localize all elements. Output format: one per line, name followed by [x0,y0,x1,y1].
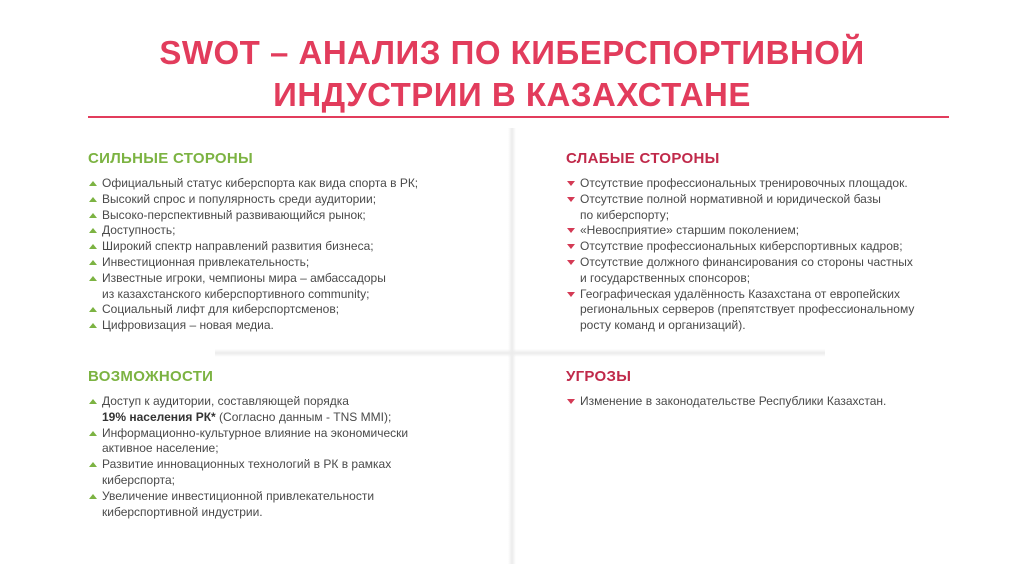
triangle-up-icon [89,399,97,404]
list-item-line: Географическая удалённость Казахстана от европейских [580,286,900,301]
list-item-line: Отсутствие профессиональных киберспортивных кадров; [580,239,903,254]
list-item [566,223,966,239]
list-item-line: Отсутствие профессиональных тренировочных площадок. [580,176,908,190]
list-item-line: Цифровизация – новая медиа. [102,318,274,333]
triangle-up-icon [89,494,97,499]
triangle-down-icon [567,244,575,249]
strengths-quadrant [88,148,498,334]
list-item-line: Отсутствие полной нормативной и юридической базы [580,191,881,206]
list-item [88,176,498,192]
slide-title [0,32,1024,116]
list-item-line: росту команд и организаций). [580,318,746,333]
list-item [566,239,966,255]
list-item [88,318,498,334]
triangle-down-icon [567,399,575,404]
list-item-line: Информационно-культурное влияние на экономически [102,425,409,440]
triangle-up-icon [89,197,97,202]
list-item-line: Социальный лифт для киберспортсменов; [102,302,340,317]
list-item-line: из казахстанского киберспортивного community; [102,286,370,301]
strengths-list [88,176,498,334]
list-item [88,223,498,239]
triangle-up-icon [89,213,97,218]
list-item-text: (Согласно данным - TNS MMI); [215,409,392,424]
weaknesses-list [566,176,966,334]
triangle-down-icon [567,292,575,297]
triangle-up-icon [89,244,97,249]
horizontal-divider [215,349,825,357]
triangle-up-icon [89,462,97,467]
list-item-line: Изменение в законодательстве Республики Казахстан. [580,394,887,408]
list-item-line: «Невосприятие» старшим поколением; [580,223,800,238]
title-line-2: ИНДУСТРИИ В КАЗАХСТАНЕ [273,76,751,113]
triangle-down-icon [567,181,575,186]
weaknesses-quadrant [566,148,966,334]
list-item-line: Известные игроки, чемпионы мира – амбассадоры [102,270,386,285]
triangle-up-icon [89,323,97,328]
list-item-line: Увеличение инвестиционной привлекательности [102,488,375,503]
triangle-up-icon [89,431,97,436]
triangle-up-icon [89,181,97,186]
list-item [88,239,498,255]
title-underline [88,116,949,118]
list-item-line: Отсутствие должного финансирования со стороны частных [580,254,913,269]
list-item-line: Развитие инновационных технологий в РК в рамках [102,457,392,472]
list-item-line: активное население; [102,441,219,456]
triangle-down-icon [567,260,575,265]
list-item [88,192,498,208]
triangle-up-icon [89,307,97,312]
vertical-divider [508,128,516,564]
list-item-line: Официальный статус киберспорта как вида спорта в РК; [102,176,419,190]
list-item-line: Доступ к аудитории, составляющей порядка [102,394,349,408]
list-item-line: киберспортивной индустрии. [102,504,263,519]
list-item [566,394,966,410]
triangle-down-icon [567,228,575,233]
list-item-line: Широкий спектр направлений развития бизнеса; [102,239,374,254]
list-item-line: киберспорта; [102,472,175,487]
list-item [88,457,498,489]
list-item-line: по киберспорту; [580,207,670,222]
list-item-line [102,410,498,426]
list-item-line: Высокий спрос и популярность среди аудитории; [102,191,377,206]
list-item-line: Доступность; [102,223,176,238]
list-item [88,255,498,271]
list-item [566,192,966,224]
list-item-line: Высоко-перспективный развивающийся рынок; [102,207,366,222]
triangle-up-icon [89,260,97,265]
list-item [88,302,498,318]
list-item-line: Инвестиционная привлекательность; [102,254,310,269]
opportunities-list [88,394,498,520]
list-item [566,287,966,334]
triangle-up-icon [89,276,97,281]
list-item [88,426,498,458]
threats-heading: УГРОЗЫ [566,368,632,385]
list-item-line: и государственных спонсоров; [580,270,751,285]
list-item [88,489,498,521]
triangle-up-icon [89,228,97,233]
opportunities-quadrant [88,366,498,520]
threats-quadrant [566,366,966,410]
list-item [88,208,498,224]
threats-list [566,394,966,410]
strengths-heading: СИЛЬНЫЕ СТОРОНЫ [88,150,254,167]
list-item [88,394,498,426]
opportunities-heading: ВОЗМОЖНОСТИ [88,368,214,385]
highlight-text: 19% населения РК* [102,409,216,424]
list-item-line: региональных серверов (препятствует профессиональному [580,302,915,317]
weaknesses-heading: СЛАБЫЕ СТОРОНЫ [566,150,720,167]
triangle-down-icon [567,197,575,202]
list-item [566,255,966,287]
list-item [566,176,966,192]
list-item [88,271,498,303]
title-line-1: SWOT – АНАЛИЗ ПО КИБЕРСПОРТИВНОЙ [159,34,865,71]
